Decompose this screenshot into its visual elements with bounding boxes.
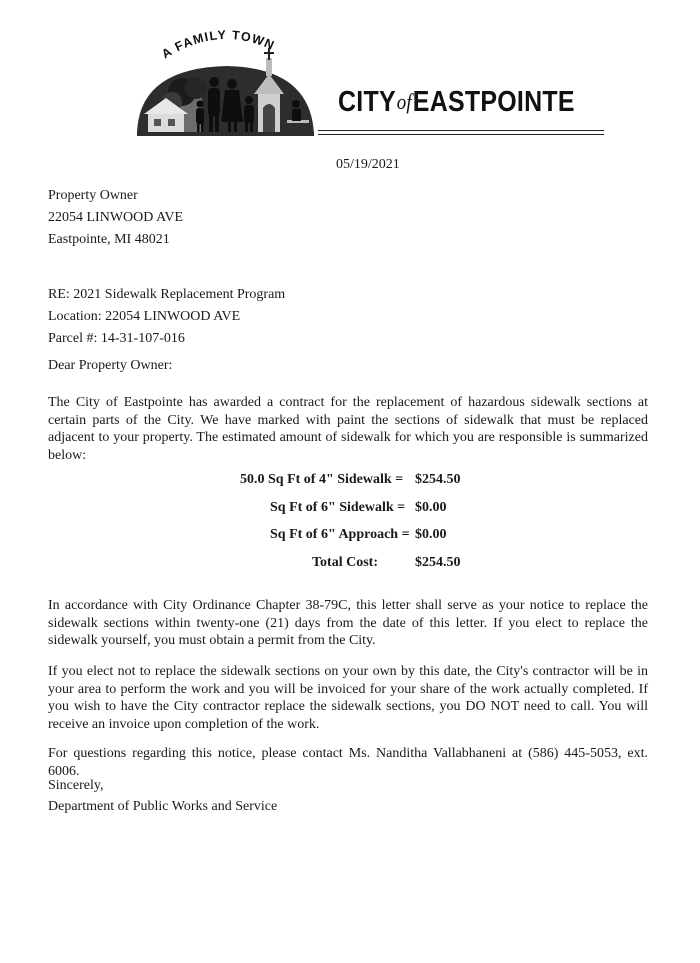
letterhead-rule-bottom bbox=[318, 134, 604, 135]
total-cost-label: Total Cost: bbox=[312, 555, 378, 570]
cost-row-6in-approach-amount: $0.00 bbox=[415, 527, 447, 542]
recipient-street: 22054 LINWOOD AVE bbox=[48, 210, 184, 225]
closing: Sincerely, bbox=[48, 778, 104, 793]
cost-row-4in-sidewalk-amount: $254.50 bbox=[415, 472, 461, 487]
cost-row-6in-approach-label: Sq Ft of 6" Approach = bbox=[270, 527, 410, 542]
wordmark-eastpointe: EASTPOINTE bbox=[412, 86, 575, 118]
letter-date: 05/19/2021 bbox=[336, 157, 400, 172]
contractor-paragraph: If you elect not to replace the sidewalk sections on your own by this date, the City's contractor will be in your area to perform the work and you will be invoiced for your share of the work actually completed. If you wish to have the City contractor replace the sidewalk sections, you DO NOT need to call. You will receive an invoice upon completion of the work. bbox=[48, 664, 648, 732]
cost-row-6in-sidewalk-label: Sq Ft of 6" Sidewalk = bbox=[270, 500, 406, 515]
intro-paragraph: The City of Eastpointe has awarded a contract for the replacement of hazardous sidewalk sections at certain parts of the City. We have marked with paint the sections of sidewalk that must be replaced adjacent to your property. The estimated amount of sidewalk for which you are responsible is summarized below: bbox=[48, 395, 648, 463]
wordmark-city: CITY bbox=[338, 86, 396, 118]
letterhead-rule-top bbox=[318, 130, 604, 131]
contact-paragraph: For questions regarding this notice, please contact Ms. Nanditha Vallabhaneni at (586) 445-5053, ext. 6006. bbox=[48, 746, 648, 779]
recipient-city: Eastpointe, MI 48021 bbox=[48, 232, 170, 247]
location-line: Location: 22054 LINWOOD AVE bbox=[48, 309, 241, 324]
salutation: Dear Property Owner: bbox=[48, 358, 173, 373]
parcel-line: Parcel #: 14-31-107-016 bbox=[48, 331, 185, 346]
notice-paragraph: In accordance with City Ordinance Chapter 38-79C, this letter shall serve as your notice to replace the sidewalk sections within twenty-one (21) days from the date of this letter. If you elect to replace the sidewalk yourself, you must obtain a permit from the City. bbox=[48, 598, 648, 648]
signature-department: Department of Public Works and Service bbox=[48, 799, 278, 814]
wordmark-of: of bbox=[396, 89, 412, 114]
city-logo bbox=[132, 22, 322, 144]
total-cost-amount: $254.50 bbox=[415, 555, 461, 570]
city-wordmark bbox=[338, 86, 575, 126]
logo-arc-text: A FAMILY TOWN bbox=[159, 27, 278, 62]
reference-line: RE: 2021 Sidewalk Replacement Program bbox=[48, 287, 286, 302]
cost-row-4in-sidewalk-label: 50.0 Sq Ft of 4" Sidewalk = bbox=[240, 472, 404, 487]
cost-row-6in-sidewalk-amount: $0.00 bbox=[415, 500, 447, 515]
recipient-name: Property Owner bbox=[48, 188, 138, 203]
svg-text:A FAMILY TOWN bbox=[159, 28, 277, 61]
